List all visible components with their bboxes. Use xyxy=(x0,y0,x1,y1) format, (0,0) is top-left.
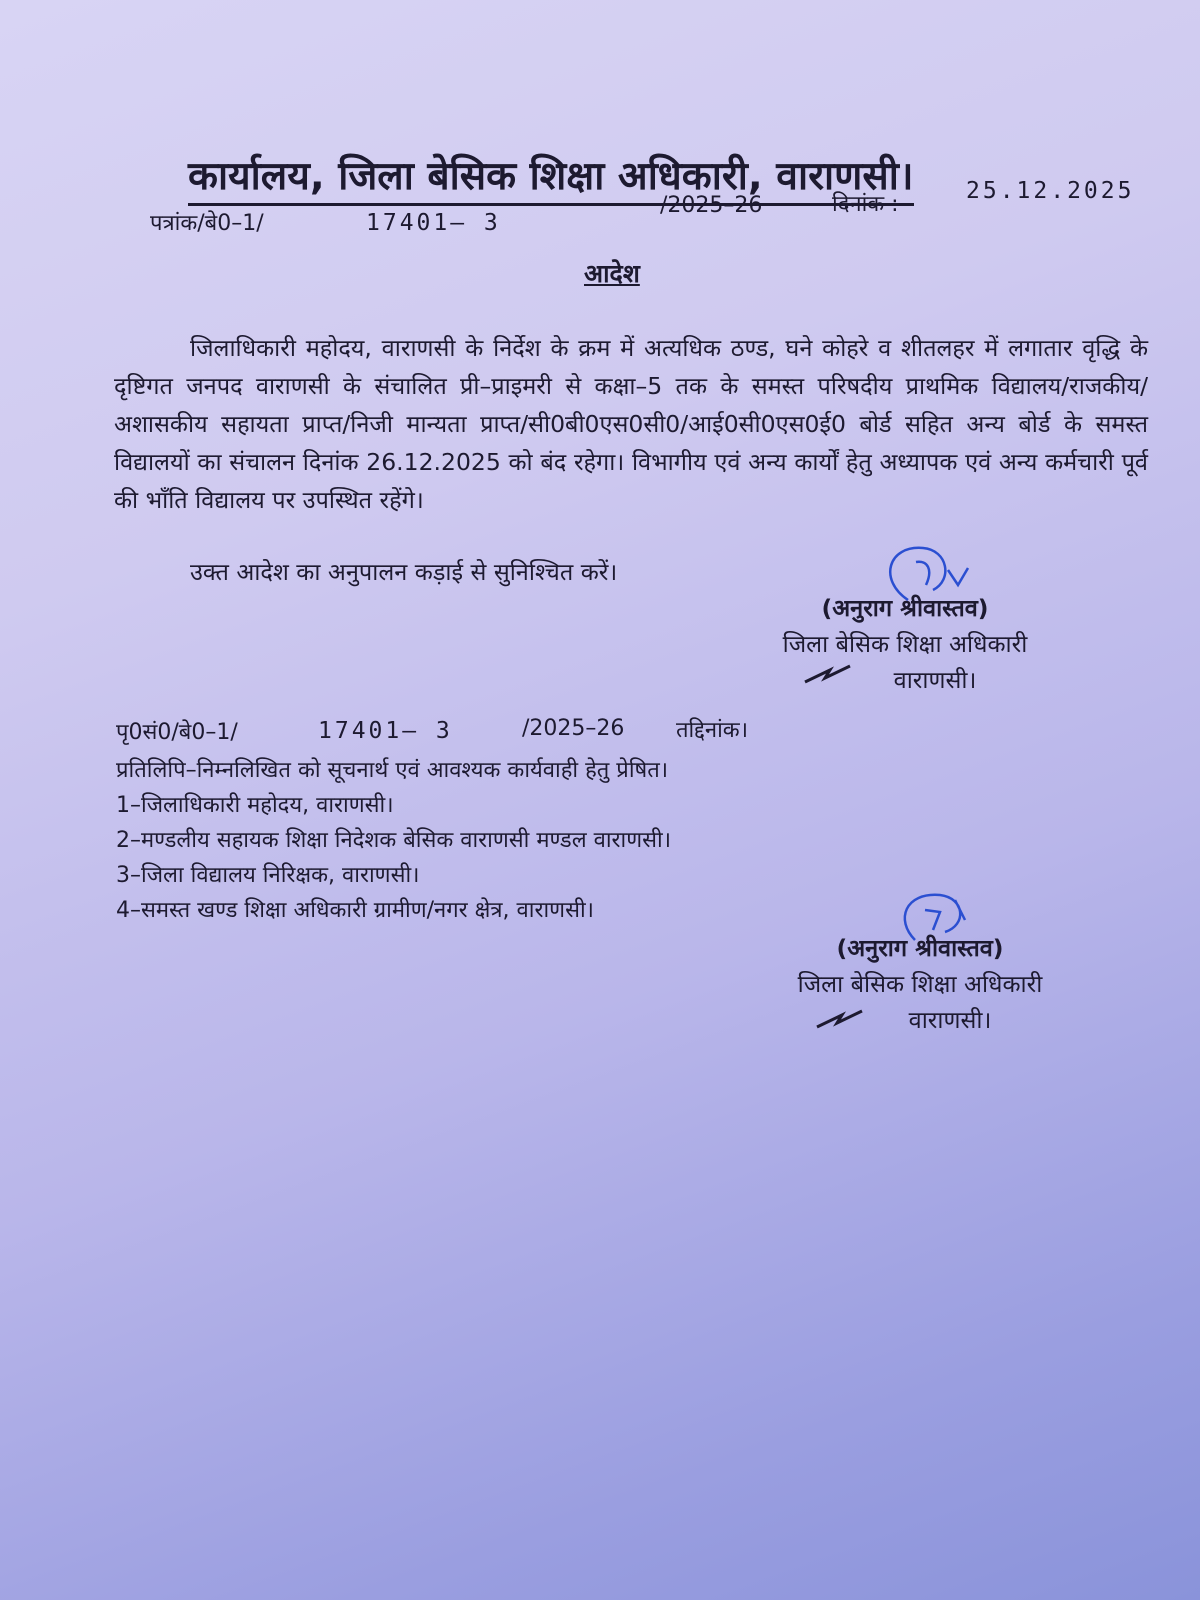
order-title: आदेश xyxy=(584,259,640,288)
recipient-item: 4–समस्त खण्ड शिक्षा अधिकारी ग्रामीण/नगर क्षेत्र, वाराणसी। xyxy=(116,898,594,923)
signatory-name: (अनुराग श्रीवास्तव) xyxy=(836,934,1004,962)
initials-mark-icon xyxy=(812,1005,872,1033)
letter-ref-number: 17401– 3 xyxy=(366,210,501,236)
letter-ref-prefix: पत्रांक/बे0–1/ xyxy=(150,211,264,236)
copy-date: तद्दिनांक। xyxy=(676,718,749,743)
compliance-line: उक्त आदेश का अनुपालन कड़ाई से सुनिश्चित करें। xyxy=(190,558,618,586)
copy-recipients xyxy=(116,753,671,928)
recipient-item: 2–मण्डलीय सहायक शिक्षा निदेशक बेसिक वाराणसी मण्डल वाराणसी। xyxy=(116,828,672,853)
recipient-item: 3–जिला विद्यालय निरिक्षक, वाराणसी। xyxy=(116,863,420,888)
signatory-designation: जिला बेसिक शिक्षा अधिकारी xyxy=(797,970,1043,998)
signatory-designation: जिला बेसिक शिक्षा अधिकारी xyxy=(782,630,1028,658)
signatory-place: वाराणसी। xyxy=(893,666,977,694)
copy-ref-prefix: पृ0सं0/बे0–1/ xyxy=(116,720,238,745)
copy-intro: प्रतिलिपि–निम्नलिखित को सूचनार्थ एवं आवश्यक कार्यवाही हेतु प्रेषित। xyxy=(116,758,669,783)
signatory-name: (अनुराग श्रीवास्तव) xyxy=(821,594,989,622)
letter-year: /2025–26 xyxy=(660,193,763,218)
office-heading: कार्यालय, जिला बेसिक शिक्षा अधिकारी, वाराणसी। xyxy=(188,148,914,206)
copy-ref-number: 17401– 3 xyxy=(318,718,453,744)
order-paragraph: जिलाधिकारी महोदय, वाराणसी के निर्देश के क्रम में अत्यधिक ठण्ड, घने कोहरे व शीतलहर में लगातार वृद्धि के दृष्टिगत जनपद वाराणसी के संचालित प्री–प्राइमरी से कक्षा–5 तक के समस्त परिषदीय प्राथमिक विद्यालय/राजकीय/अशासकीय सहायता प्राप्त/निजी मान्यता प्राप्त/सी0बी0एस0सी0/आई0सी0एस0ई0 बोर्ड सहित अन्य बोर्ड के समस्त विद्यालयों का संचालन दिनांक 26.12.2025 को बंद रहेगा। विभागीय एवं अन्य कार्यों हेतु अध्यापक एवं अन्य कर्मचारी पूर्व की भाँति विद्यालय पर उपस्थित रहेंगे। xyxy=(114,333,1148,514)
signatory-place: वाराणसी। xyxy=(908,1006,992,1034)
date-value: 25.12.2025 xyxy=(966,178,1135,204)
initials-mark-icon xyxy=(800,660,860,688)
copy-year: /2025–26 xyxy=(522,716,625,741)
date-label: दिनांक : xyxy=(832,192,899,217)
recipient-item: 1–जिलाधिकारी महोदय, वाराणसी। xyxy=(116,793,394,818)
